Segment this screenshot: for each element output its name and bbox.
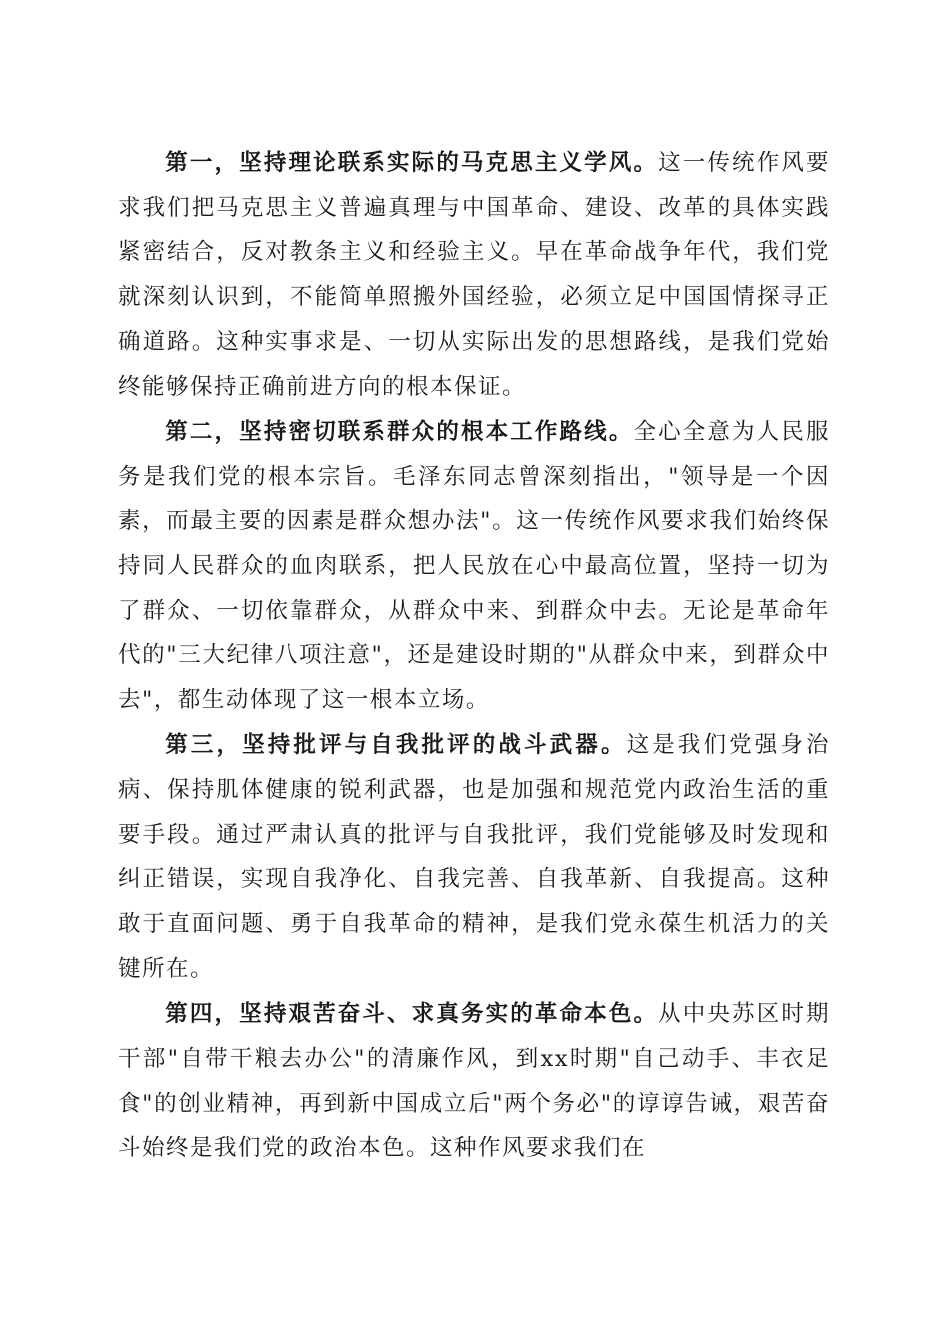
paragraph-1-heading: 第一，坚持理论联系实际的马克思主义学风。 xyxy=(165,150,659,176)
paragraph-1-text: 这一传统作风要求我们把马克思主义普遍真理与中国革命、建设、改革的具体实践紧密结合，反对教条主义和经验主义。早在革命战争年代，我们党就深刻认识到，不能简单照搬外国经验，必须立足中国国情探寻正确道路。这种实事求是、一切从实际出发的思想路线，是我们党始终能够保持正确前进方向的根本保证。 xyxy=(118,150,830,400)
paragraph-4 xyxy=(118,992,830,1171)
paragraph-2-text: 全心全意为人民服务是我们党的根本宗旨。毛泽东同志曾深刻指出，"领导是一个因素，而最主要的因素是群众想办法"。这一传统作风要求我们始终保持同人民群众的血肉联系，把人民放在心中最高位置，坚持一切为了群众、一切依靠群众，从群众中来、到群众中去。无论是革命年代的"三大纪律八项注意"，还是建设时期的"从群众中来，到群众中去"，都生动体现了这一根本立场。 xyxy=(118,418,830,714)
document-body xyxy=(118,141,830,1172)
paragraph-3 xyxy=(118,723,830,991)
paragraph-2-heading: 第二，坚持密切联系群众的根本工作路线。 xyxy=(165,418,634,445)
paragraph-3-text: 这是我们党强身治病、保持肌体健康的锐利武器，也是加强和规范党内政治生活的重要手段。通过严肃认真的批评与自我批评，我们党能够及时发现和纠正错误，实现自我净化、自我完善、自我革新、自我提高。这种敢于直面问题、勇于自我革命的精神，是我们党永葆生机活力的关键所在。 xyxy=(118,732,830,982)
paragraph-3-heading: 第三，坚持批评与自我批评的战斗武器。 xyxy=(165,732,627,759)
paragraph-2 xyxy=(118,410,830,723)
paragraph-1 xyxy=(118,141,830,409)
paragraph-4-text: 从中央苏区时期干部"自带干粮去办公"的清廉作风，到xx时期"自己动手、丰衣足食"的创业精神，再到新中国成立后"两个务必"的谆谆告诫，艰苦奋斗始终是我们党的政治本色。这种作风要求我们在 xyxy=(118,1001,830,1162)
paragraph-4-heading: 第四，坚持艰苦奋斗、求真务实的革命本色。 xyxy=(165,1001,659,1028)
